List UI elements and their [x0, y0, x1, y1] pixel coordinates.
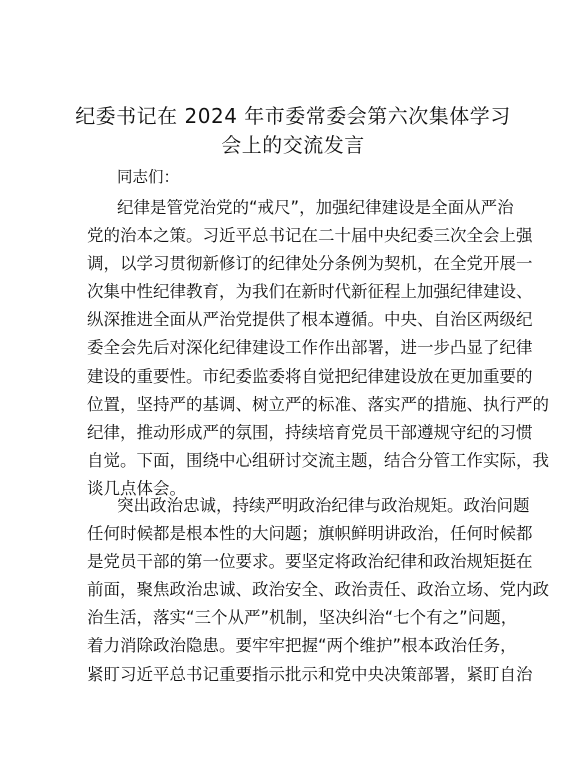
- paragraph-line: 委全会先后对深化纪律建设工作作出部署，进一步凸显了纪律: [87, 338, 533, 358]
- paragraph-line: 紧盯习近平总书记重要指示批示和党中央决策部署，紧盯自治: [87, 664, 533, 684]
- paragraph-line: 突出政治忠诚，持续严明政治纪律与政治规矩。政治问题: [117, 496, 530, 515]
- paragraph-line: 谈几点体会。: [87, 478, 186, 498]
- paragraph-1: [87, 194, 549, 503]
- paragraph-line: 纪律是管党治党的“戒尺”，加强纪律建设是全面从严治: [117, 198, 514, 217]
- paragraph-line: 任何时候都是根本性的大问题；旗帜鲜明讲政治，任何时候都: [87, 524, 533, 544]
- paragraph-2: [87, 492, 549, 689]
- paragraph-line: 党的治本之策。习近平总书记在二十届中央纪委三次全会上强: [87, 226, 533, 246]
- paragraph-line: 前面，聚焦政治忠诚、政治安全、政治责任、政治立场、党内政: [87, 580, 549, 600]
- paragraph-line: 建设的重要性。市纪委监委将自觉把纪律建设放在更加重要的: [87, 366, 533, 386]
- paragraph-line: 是党员干部的第一位要求。要坚定将政治纪律和政治规矩挺在: [87, 552, 533, 572]
- paragraph-line: 调，以学习贯彻新修订的纪律处分条例为契机，在全党开展一: [87, 254, 533, 274]
- paragraph-line: 自觉。下面，围绕中心组研讨交流主题，结合分管工作实际，我: [87, 450, 549, 470]
- paragraph-line: 着力消除政治隐患。要牢牢把握“两个维护”根本政治任务，: [87, 636, 517, 656]
- document-title-line-1: 纪委书记在 2024 年市委常委会第六次集体学习: [75, 104, 511, 128]
- paragraph-line: 次集中性纪律教育，为我们在新时代新征程上加强纪律建设、: [87, 282, 533, 302]
- paragraph-line: 治生活，落实“三个从严”机制，坚决纠治“七个有之”问题，: [87, 608, 518, 628]
- paragraph-line: 位置，坚持严的基调、树立严的标准、落实严的措施、执行严的: [87, 394, 549, 414]
- paragraph-line: 纪律，推动形成严的氛围，持续培育党员干部遵规守纪的习惯: [87, 422, 533, 442]
- salutation: 同志们：: [117, 168, 180, 186]
- document-title-line-2: 会上的交流发言: [221, 133, 365, 157]
- paragraph-line: 纵深推进全面从严治党提供了根本遵循。中央、自治区两级纪: [87, 310, 533, 330]
